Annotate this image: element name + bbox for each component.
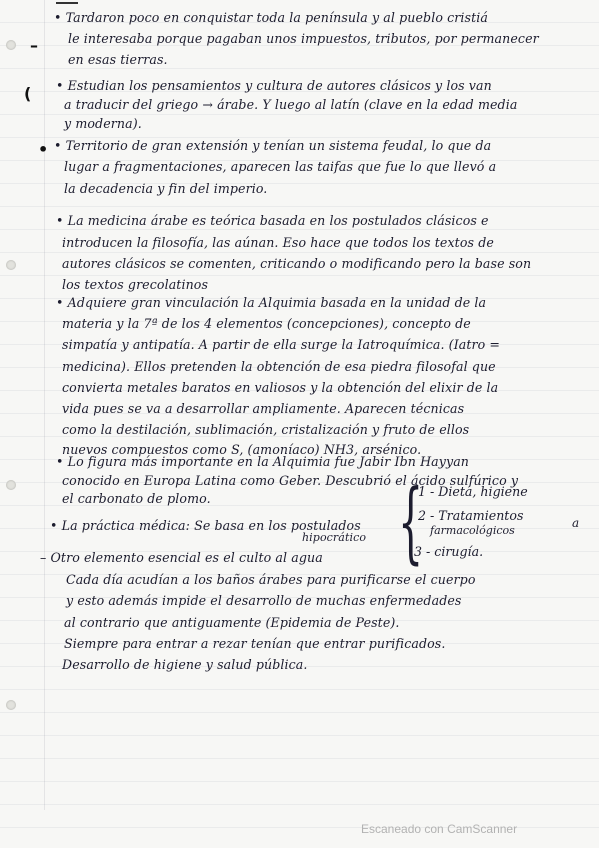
note-line: introducen la filosofía, las aúnan. Eso hace que todos los textos de (62, 235, 494, 250)
note-line: • Territorio de gran extensión y tenían un sistema feudal, lo que da (54, 138, 492, 153)
note-line: • Adquiere gran vinculación la Alquimia basada en la unidad de la (56, 295, 487, 310)
note-line: simpatía y antipatía. A partir de ella surge la Iatroquímica. (Iatro = (62, 337, 501, 352)
binder-hole (6, 700, 16, 710)
note-line: al contrario que antiguamente (Epidemia de Peste). (64, 615, 400, 630)
note-line: y moderna). (64, 116, 142, 131)
note-line: convierta metales baratos en valiosos y la obtención del elixir de la (62, 380, 499, 395)
binder-hole (6, 260, 16, 270)
note-line: vida pues se va a desarrollar ampliamente. Aparecen técnicas (62, 401, 465, 416)
margin-line (44, 0, 45, 810)
note-line-practice-sub: hipocrático (302, 531, 367, 544)
note-line: – Otro elemento esencial es el culto al agua (40, 550, 323, 565)
note-line: a traducir del griego → árabe. Y luego al latín (clave en la edad media (64, 97, 518, 112)
note-line: autores clásicos se comenten, criticando o modificando pero la base son (62, 256, 532, 271)
edge-mark: a (572, 516, 580, 530)
note-line: • Estudian los pensamientos y cultura de autores clásicos y los van (56, 78, 492, 93)
note-line: medicina). Ellos pretenden la obtención de esa piedra filosofal que (62, 359, 496, 374)
note-line: • La medicina árabe es teórica basada en los postulados clásicos e (56, 213, 489, 228)
binder-hole (6, 480, 16, 490)
note-line: nuevos compuestos como S, (amoníaco) NH3, arsénico. (62, 442, 422, 457)
curly-brace: { (398, 470, 424, 573)
note-line: como la destilación, sublimación, cristalización y fruto de ellos (62, 422, 470, 437)
note-line: Desarrollo de higiene y salud pública. (62, 657, 308, 672)
margin-paren-mark: ( (24, 84, 32, 103)
note-line: le interesaba porque pagaban unos impuestos, tributos, por permanecer (68, 31, 539, 46)
note-line: los textos grecolatinos (62, 277, 209, 292)
note-line-practice: • La práctica médica: Se basa en los postulados (50, 518, 361, 533)
binder-hole (6, 40, 16, 50)
note-line: Siempre para entrar a rezar tenían que entrar purificados. (64, 636, 446, 651)
note-line: lugar a fragmentaciones, aparecen las taifas que fue lo que llevó a (64, 159, 497, 174)
note-line: • Tardaron poco en conquistar toda la península y al pueblo cristiá (54, 10, 488, 25)
practice-list-item: 1 - Dieta, higiene (418, 484, 528, 499)
practice-list-item: 2 - Tratamientos (418, 508, 524, 523)
practice-list-item: 3 - cirugía. (414, 544, 484, 559)
top-pen-stroke (56, 2, 78, 4)
scanner-watermark: Escaneado con CamScanner (361, 822, 518, 836)
note-line: • Lo figura más importante en la Alquimia fue Jabir Ibn Hayyan (56, 454, 470, 469)
margin-dash-mark: – (30, 36, 38, 55)
margin-dot-mark: • (38, 140, 49, 159)
note-line: la decadencia y fin del imperio. (64, 181, 268, 196)
note-line: materia y la 7ª de los 4 elementos (concepciones), concepto de (62, 316, 471, 331)
practice-list-item: farmacológicos (430, 524, 515, 537)
note-line: conocido en Europa Latina como Geber. Descubrió el ácido sulfúrico y (62, 473, 519, 488)
note-line: el carbonato de plomo. (62, 491, 211, 506)
note-line: Cada día acudían a los baños árabes para purificarse el cuerpo (66, 572, 476, 587)
note-line: y esto además impide el desarrollo de muchas enfermedades (66, 593, 462, 608)
note-line: en esas tierras. (68, 52, 168, 67)
